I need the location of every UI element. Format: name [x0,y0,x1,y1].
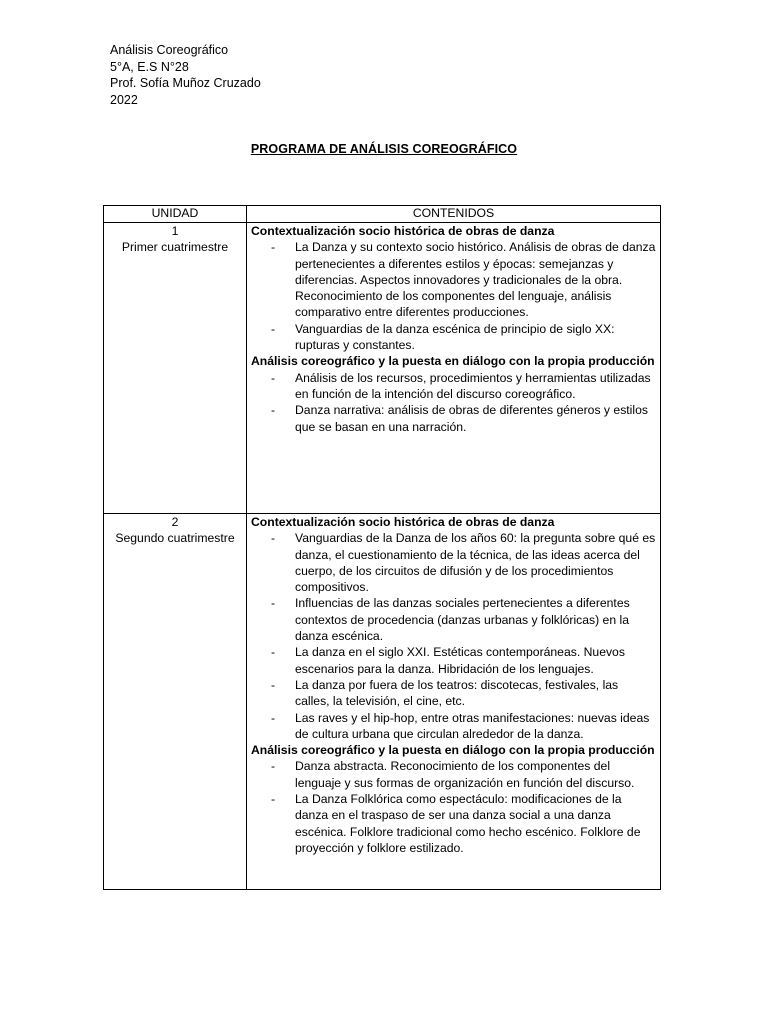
year-line: 2022 [110,92,138,107]
program-table [103,205,661,890]
section-heading: Análisis coreográfico y la puesta en diálogo con la propia producción [251,354,655,369]
table-row [104,223,661,514]
list-item: - Vanguardias de la Danza de los años 60: la pregunta sobre qué es danza, el cuestionamiento de la técnica, de las ideas acerca del cuerpo, de los circuitos de difusión y de los procedimientos compositivos. [295,530,656,595]
contents-column-header: CONTENIDOS [247,206,661,223]
list-item: - Influencias de las danzas sociales pertenecientes a diferentes contextos de procedencia (danzas urbanas y folklóricas) en la danza escénica. [295,595,656,644]
unit-column-header: UNIDAD [104,206,247,223]
unit-number: 2 [171,515,179,529]
unit-cell [104,514,247,890]
list-item: - La Danza y su contexto socio histórico. Análisis de obras de danza pertenecientes a diferentes estilos y épocas: semejanzas y diferencias. Aspectos innovadores y tradicionales de la obra. Reconocimiento de los componentes del lenguaje, análisis comparativo entre diferentes producciones. [295,239,656,320]
list-item: - Las raves y el hip-hop, entre otras manifestaciones: nuevas ideas de cultura urbana que circulan alrededor de la danza. [295,710,656,743]
list-item: - Danza abstracta. Reconocimiento de los componentes del lenguaje y sus formas de organización en función del discurso. [295,758,656,791]
unit-number: 1 [171,224,179,238]
section-heading: Análisis coreográfico y la puesta en diálogo con la propia producción [251,743,655,758]
unit-period: Primer cuatrimestre [121,240,229,255]
list-item: - Análisis de los recursos, procedimientos y herramientas utilizadas en función de la intención del discurso coreográfico. [295,370,656,403]
content-list [251,758,656,856]
content-list [251,530,656,742]
table-row [104,514,661,890]
subject-line: Análisis Coreográfico [110,43,229,57]
content-list [251,239,656,353]
contents-cell [247,223,661,514]
teacher-line: Prof. Sofía Muñoz Cruzado [110,76,261,90]
section-heading: Contextualización socio histórica de obras de danza [251,224,555,238]
unit-cell [104,223,247,514]
course-line: 5°A, E.S N°28 [110,59,189,74]
document-title: PROGRAMA DE ANÁLISIS COREOGRÁFICO [250,142,518,156]
table-header-row [104,206,661,223]
list-item: - Vanguardias de la danza escénica de principio de siglo XX: rupturas y constantes. [295,321,656,354]
document-header [110,42,261,108]
content-list [251,370,656,435]
contents-cell [247,514,661,890]
list-item: - La Danza Folklórica como espectáculo: modificaciones de la danza en el traspaso de ser una danza social a una danza escénica. Folklore tradicional como hecho escénico. Folklore de proyección y folklore estilizado. [295,791,656,856]
list-item: - La danza en el siglo XXI. Estéticas contemporáneas. Nuevos escenarios para la danza. Hibridación de los lenguajes. [295,644,656,677]
list-item: - Danza narrativa: análisis de obras de diferentes géneros y estilos que se basan en una narración. [295,402,656,435]
section-heading: Contextualización socio histórica de obras de danza [251,515,555,529]
list-item: - La danza por fuera de los teatros: discotecas, festivales, las calles, la televisión, el cine, etc. [295,677,656,710]
unit-period: Segundo cuatrimestre [115,531,235,546]
